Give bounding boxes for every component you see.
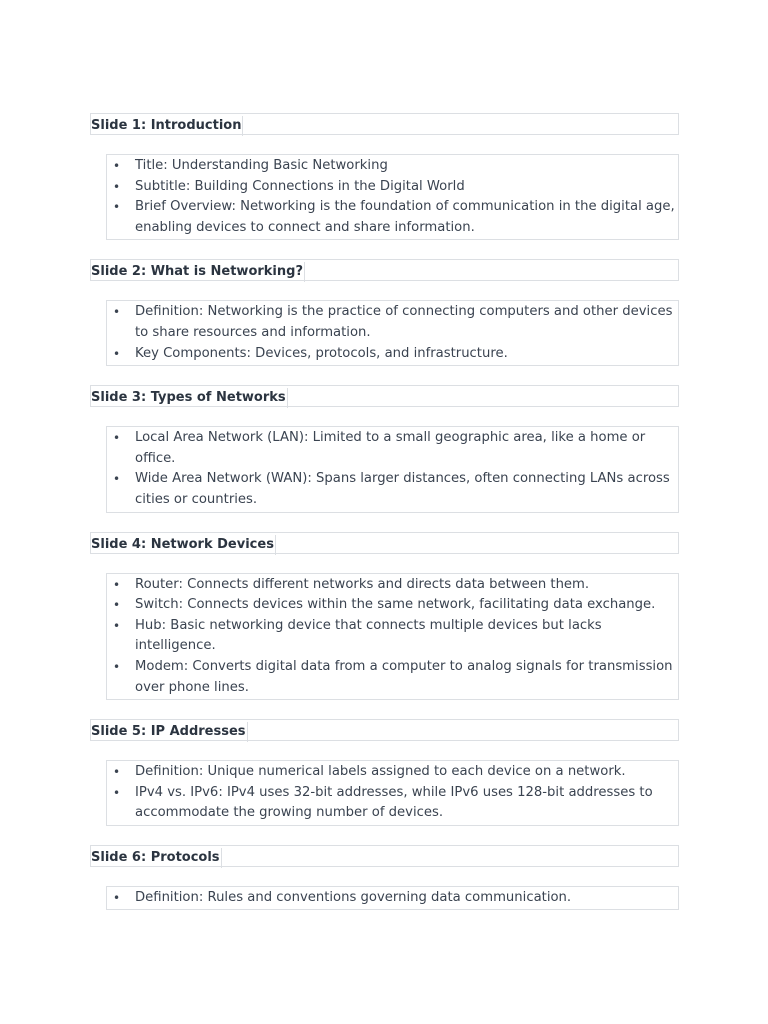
document-content — [90, 113, 679, 929]
slide-6-bullet-item: • Definition: Rules and conventions governing data communication. — [107, 888, 678, 909]
slide-2-bullet-list — [106, 300, 679, 366]
slide-1-bullet-item: • Title: Understanding Basic Networking — [107, 156, 678, 177]
slide-5-bullet-item: • Definition: Unique numerical labels assigned to each device on a network. — [107, 762, 678, 783]
slide-3-bullet-item: • Local Area Network (LAN): Limited to a small geographic area, like a home or office. — [107, 428, 678, 469]
slide-3-heading-text: Slide 3: Types of Networks — [91, 388, 288, 408]
slide-5-bullet-item: • IPv4 vs. IPv6: IPv4 uses 32-bit addresses, while IPv6 uses 128-bit addresses to accommodate the growing number of devices. — [107, 783, 678, 824]
slide-4-bullet-item: • Hub: Basic networking device that connects multiple devices but lacks intelligence. — [107, 616, 678, 657]
slide-6-heading-text: Slide 6: Protocols — [91, 848, 222, 868]
slide-3-heading — [90, 385, 679, 407]
slide-5-heading — [90, 719, 679, 741]
slide-2-bullet-item: • Definition: Networking is the practice of connecting computers and other devices to share resources and information. — [107, 302, 678, 343]
slide-2-heading-text: Slide 2: What is Networking? — [91, 262, 305, 282]
slide-3-bullet-item: • Wide Area Network (WAN): Spans larger distances, often connecting LANs across cities or countries. — [107, 469, 678, 510]
slide-4-bullet-item: • Router: Connects different networks and directs data between them. — [107, 575, 678, 596]
slide-4-bullet-item: • Switch: Connects devices within the same network, facilitating data exchange. — [107, 595, 678, 616]
slide-4-bullet-item: • Modem: Converts digital data from a computer to analog signals for transmission over phone lines. — [107, 657, 678, 698]
slide-5-bullet-list — [106, 760, 679, 826]
slide-1-bullet-item: • Subtitle: Building Connections in the Digital World — [107, 177, 678, 198]
slide-2-heading — [90, 259, 679, 281]
slide-6-bullet-list — [106, 886, 679, 911]
slide-4-heading — [90, 532, 679, 554]
slide-2-bullet-item: • Key Components: Devices, protocols, and infrastructure. — [107, 344, 678, 365]
slide-1-heading — [90, 113, 679, 135]
slide-6-heading — [90, 845, 679, 867]
slide-3-bullet-list — [106, 426, 679, 512]
slide-1-bullet-list — [106, 154, 679, 240]
slide-4-heading-text: Slide 4: Network Devices — [91, 535, 276, 555]
slide-5-heading-text: Slide 5: IP Addresses — [91, 722, 248, 742]
slide-1-heading-text: Slide 1: Introduction — [91, 116, 243, 136]
slide-1-bullet-item: • Brief Overview: Networking is the foundation of communication in the digital age, enabling devices to connect and share information. — [107, 197, 678, 238]
slide-4-bullet-list — [106, 573, 679, 701]
